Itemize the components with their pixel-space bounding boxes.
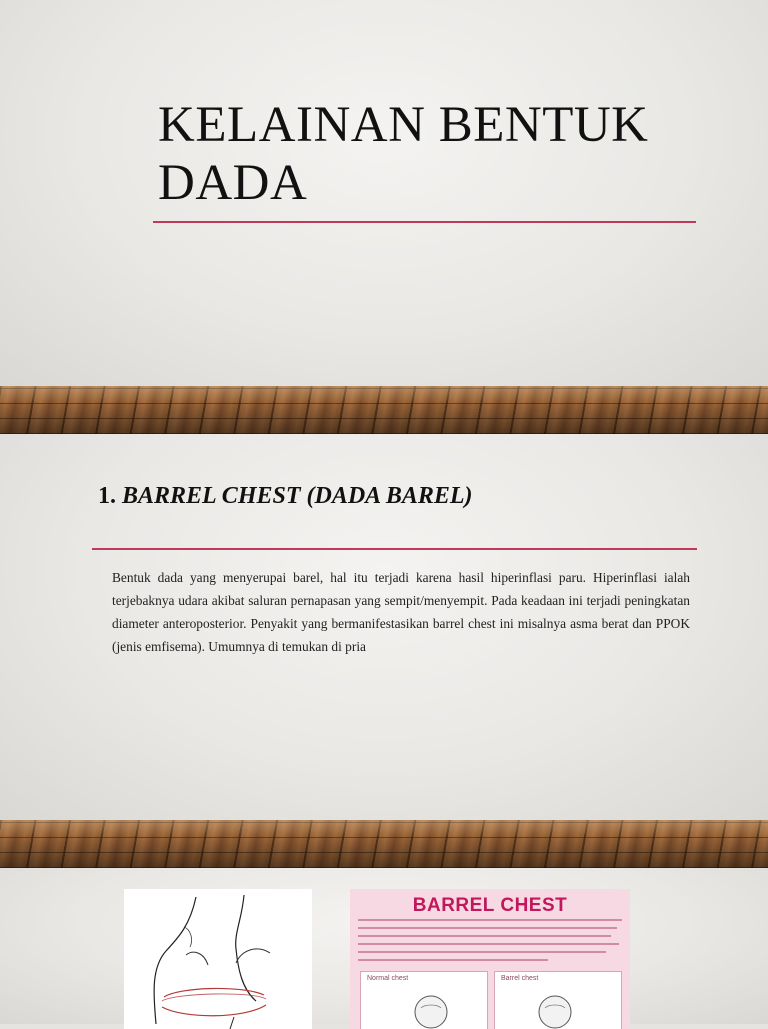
wood-floor-band: [0, 820, 768, 868]
heading-number: 1.: [98, 483, 116, 509]
normal-chest-panel: [360, 971, 488, 1029]
wood-floor-band: [0, 386, 768, 434]
normal-chest-figure-icon: [361, 972, 487, 1029]
barrel-chest-label: Barrel chest: [501, 975, 539, 982]
heading-divider: [92, 548, 697, 550]
poster-text-block: [358, 919, 622, 967]
sketch-drawing: [124, 889, 312, 1029]
title-divider: [153, 221, 696, 223]
slide-title-text: KELAINAN BENTUK DADA: [158, 97, 649, 211]
barrel-chest-poster-image: [350, 889, 630, 1029]
barrel-chest-panel: [494, 971, 622, 1029]
barrel-chest-sketch-image: [124, 889, 312, 1029]
description-paragraph: Bentuk dada yang menyerupai barel, hal itu terjadi karena hasil hiperinflasi paru. Hiperinflasi ialah terjebaknya udara akibat saluran pernapasan yang sempit/menyempit. Pada keadaan ini terjadi peningkatan diameter anteroposterior. Penyakit yang bermanifestasikan barrel chest ini misalnya asma berat dan PPOK (jenis emfisema). Umumnya di temukan di pria: [112, 570, 690, 654]
poster-title: BARREL CHEST: [412, 895, 568, 916]
barrel-chest-figure-icon: [495, 972, 621, 1029]
slide-title: [0, 0, 768, 386]
heading-title: BARREL CHEST (DADA BAREL): [122, 483, 473, 509]
normal-chest-label: Normal chest: [367, 975, 409, 982]
section-heading: [98, 483, 473, 510]
